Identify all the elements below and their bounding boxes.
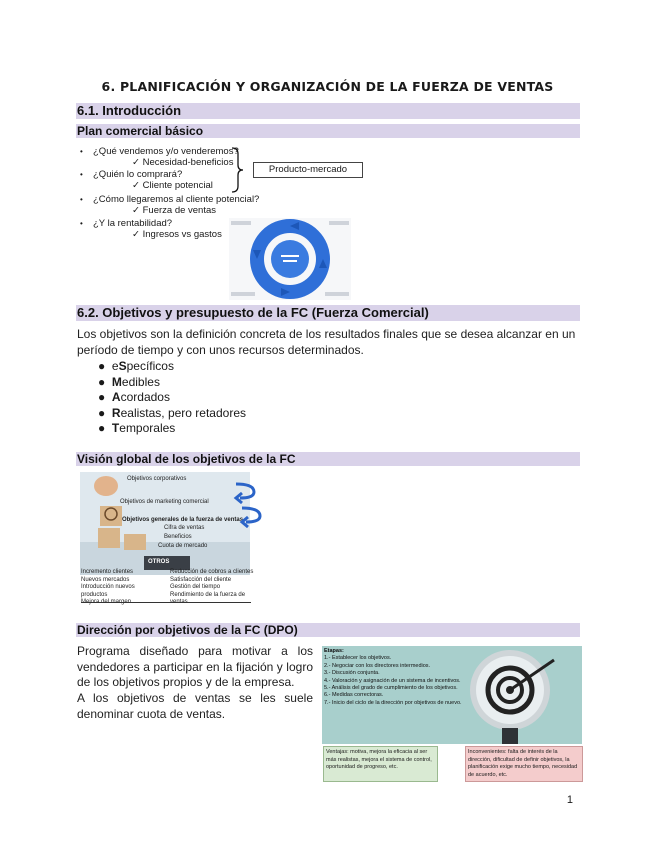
divider xyxy=(81,602,251,603)
otros-col-2: Reducción de cobros a clientes Satisfacción del cliente Gestión del tiempo Rendimiento de la fuerza de xyxy=(170,569,254,598)
smart-item: ● Temporales xyxy=(98,421,176,435)
vision-l1: Objetivos corporativos xyxy=(127,476,187,482)
plan-q1: ¿Qué vendemos y/o venderemos? xyxy=(93,146,239,157)
vision-l3: Objetivos generales de la fuerza de ventas xyxy=(122,517,244,523)
plan-q2: ¿Quién lo comprará? xyxy=(93,169,183,180)
brace-icon xyxy=(228,146,248,194)
producto-mercado-box: Producto-mercado xyxy=(253,162,363,178)
page-title: 6. PLANIFICACIÓN Y ORGANIZACIÓN DE LA FUERZA DE VENTAS xyxy=(101,79,554,94)
check-icon: ✓ xyxy=(132,180,140,191)
etapas-list: Etapas: 1.- Establecer los objetivos. 2.- Negociar con los directores intermedios. 3.- Discusión conjunta. 4.- Valoración y asignación de un sistema de incentivos. 5.- Análisis del grado de cumplimiento de los objetivos. 6.- Medidas correctoras. 7.- Inicio del ciclo de la dirección por objetivos de nuevo. xyxy=(324,648,462,706)
plan-a4: Ingresos vs gastos xyxy=(142,229,222,240)
smart-list xyxy=(98,359,398,437)
bullet-icon: ● xyxy=(98,374,106,389)
arrows-icon xyxy=(232,478,262,528)
plan-a3: Fuerza de ventas xyxy=(142,205,217,216)
bullet-icon: ● xyxy=(98,421,106,435)
ventajas-box: Ventajas: motiva, mejora la eficacia al ser más realistas, mejora el sistema de control, oportunidad de progreso, etc. xyxy=(323,746,438,782)
vision-image xyxy=(80,472,250,575)
subheading-dpo: Dirección por objetivos de la FC (DPO) xyxy=(76,623,580,637)
check-icon: ✓ xyxy=(132,157,140,168)
smart-item: ● Medibles xyxy=(98,374,160,389)
plan-a2: Cliente potencial xyxy=(142,180,213,191)
plan-q3: ¿Cómo llegaremos al cliente potencial? xyxy=(93,194,260,205)
bullet-icon: ● xyxy=(98,405,106,420)
subheading-vision-global: Visión global de los objetivos de la FC xyxy=(76,452,580,466)
page-number: 1 xyxy=(566,794,573,806)
smart-item: ● Realistas, pero retadores xyxy=(98,405,246,420)
plan-q4: ¿Y la rentabilidad? xyxy=(93,218,173,229)
vision-l5: Beneficios xyxy=(164,534,192,540)
plan-a1: Necesidad-beneficios xyxy=(142,157,234,168)
bullet-icon: ● xyxy=(98,390,106,404)
dpo-cuota: A los objetivos de ventas se les suele denominar cuota de ventas. xyxy=(77,691,313,721)
check-icon: ✓ xyxy=(132,229,140,240)
check-icon: ✓ xyxy=(132,205,140,216)
vision-l2: Objetivos de marketing comercial xyxy=(120,499,209,505)
smart-item: ● eSpecíficos xyxy=(98,359,174,373)
section-heading-6-2: 6.2. Objetivos y presupuesto de la FC (Fuerza Comercial) xyxy=(76,305,580,321)
dpo-desc: Programa diseñado para motivar a los vendedores a participar en la fijación y logro de los objetivos propios y de la empresa. xyxy=(77,644,313,689)
vision-otros: OTROS xyxy=(148,559,170,565)
section-heading-6-1: 6.1. Introducción xyxy=(76,103,580,119)
plan-list: • ¿Qué vendemos y/o venderemos? ✓ Necesidad-beneficios • ¿Quién lo comprará? ✓ Cliente potencial • ¿Cómo llegaremos al cliente potencial? ✓ Fuerza de ventas • ¿Y la rentabilidad? ✓ Ingresos vs gastos xyxy=(80,146,260,240)
vision-l6: Cuota de mercado xyxy=(158,543,208,549)
bullet-icon: ● xyxy=(98,359,106,373)
smart-item: ● Acordados xyxy=(98,390,170,404)
objetivos-definicion: Los objetivos son la definición concreta de los resultados finales que se desea alcanzar en un período de tiempo y con unos recursos determinados. xyxy=(77,327,576,357)
cycle-diagram-image xyxy=(229,218,351,300)
subheading-plan-comercial: Plan comercial básico xyxy=(76,124,580,138)
inconvenientes-box: Inconvenientes: falta de interés de la dirección, dificultad de definir objetivos, la planificación exige mucho tiempo, necesidad de acuerdo, etc. xyxy=(465,746,583,782)
target-image xyxy=(322,646,582,744)
vision-l4: Cifra de ventas xyxy=(164,525,205,531)
otros-col-1: Incremento clientes Nuevos mercados Introducción nuevos productos xyxy=(81,569,135,598)
